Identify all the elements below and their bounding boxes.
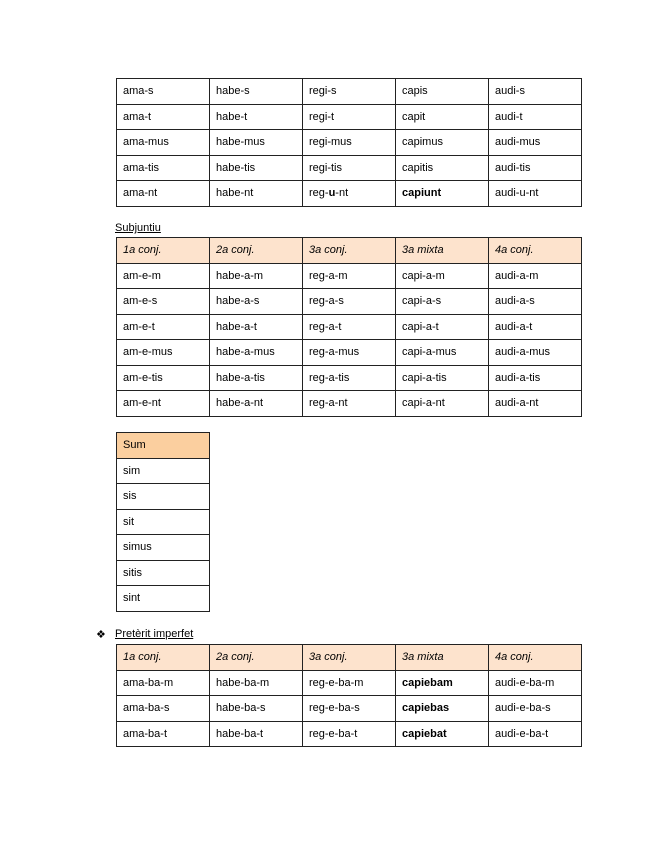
table-cell <box>396 181 489 207</box>
table-cell: ama-nt <box>117 181 210 207</box>
column-header: 4a conj. <box>489 238 582 264</box>
table-cell <box>303 181 396 207</box>
table-cell: simus <box>117 535 210 561</box>
table-cell: ama-s <box>117 79 210 105</box>
table-cell: capi-a-tis <box>396 365 489 391</box>
table-row <box>117 391 582 417</box>
table-cell: regi-tis <box>303 155 396 181</box>
table-cell: reg-e-ba-t <box>303 721 396 747</box>
table-cell <box>396 721 489 747</box>
present-indicative-table <box>116 78 582 207</box>
table-cell: am-e-mus <box>117 340 210 366</box>
table-cell: reg-a-nt <box>303 391 396 417</box>
table-cell: regi-s <box>303 79 396 105</box>
table-cell: habe-ba-s <box>210 696 303 722</box>
table-cell: am-e-tis <box>117 365 210 391</box>
table-cell: ama-ba-s <box>117 696 210 722</box>
table-cell: sitis <box>117 560 210 586</box>
table-row <box>117 104 582 130</box>
subjuntiu-heading: Subjuntiu <box>115 222 161 234</box>
table-cell: ama-t <box>117 104 210 130</box>
table-cell: habe-a-nt <box>210 391 303 417</box>
table-cell: sint <box>117 586 210 612</box>
diamond-bullet-icon: ❖ <box>96 629 106 641</box>
table-cell: sim <box>117 458 210 484</box>
table-row <box>117 696 582 722</box>
table-cell: reg-a-mus <box>303 340 396 366</box>
table-cell: habe-t <box>210 104 303 130</box>
column-header: 3a mixta <box>396 645 489 671</box>
table-cell: capit <box>396 104 489 130</box>
table-row <box>117 181 582 207</box>
table-header-row <box>117 433 210 459</box>
table-cell: reg-e-ba-s <box>303 696 396 722</box>
table-cell: audi-a-nt <box>489 391 582 417</box>
table-cell: habe-tis <box>210 155 303 181</box>
table-cell: audi-a-s <box>489 289 582 315</box>
table-cell: capitis <box>396 155 489 181</box>
table-cell: ama-tis <box>117 155 210 181</box>
table-cell: habe-a-mus <box>210 340 303 366</box>
table-row <box>117 509 210 535</box>
preterit-imperfet-heading: Pretèrit imperfet <box>115 628 194 640</box>
bold-form: capiebas <box>402 702 450 715</box>
table-cell: audi-e-ba-t <box>489 721 582 747</box>
table-cell: ama-mus <box>117 130 210 156</box>
table-header-row <box>117 645 582 671</box>
table-row <box>117 314 582 340</box>
table-cell: audi-tis <box>489 155 582 181</box>
table-cell: sis <box>117 484 210 510</box>
column-header: 4a conj. <box>489 645 582 671</box>
column-header: 3a mixta <box>396 238 489 264</box>
table-cell <box>396 696 489 722</box>
table-row <box>117 484 210 510</box>
table-cell: reg-a-t <box>303 314 396 340</box>
table-cell: regi-t <box>303 104 396 130</box>
table-cell: reg-a-s <box>303 289 396 315</box>
table-cell: am-e-nt <box>117 391 210 417</box>
table-row <box>117 458 210 484</box>
column-header: 2a conj. <box>210 645 303 671</box>
table-cell: audi-mus <box>489 130 582 156</box>
table-cell: habe-nt <box>210 181 303 207</box>
table-cell: capi-a-s <box>396 289 489 315</box>
column-header: Sum <box>117 433 210 459</box>
table-cell: audi-e-ba-s <box>489 696 582 722</box>
thematic-vowel: u <box>328 187 336 200</box>
table-row <box>117 365 582 391</box>
table-cell: reg-a-tis <box>303 365 396 391</box>
table-cell: am-e-m <box>117 263 210 289</box>
table-cell: capi-a-t <box>396 314 489 340</box>
table-row <box>117 340 582 366</box>
table-cell: capi-a-mus <box>396 340 489 366</box>
table-row <box>117 289 582 315</box>
column-header: 3a conj. <box>303 645 396 671</box>
table-cell: habe-ba-m <box>210 670 303 696</box>
bold-form: capiebam <box>402 676 453 689</box>
ending-text: -nt <box>335 187 349 200</box>
table-cell: audi-a-mus <box>489 340 582 366</box>
table-cell: audi-a-m <box>489 263 582 289</box>
table-cell: reg-e-ba-m <box>303 670 396 696</box>
table-cell: am-e-s <box>117 289 210 315</box>
stem-text: reg- <box>309 187 329 200</box>
table-cell: audi-a-t <box>489 314 582 340</box>
table-cell: capi-a-m <box>396 263 489 289</box>
table-cell: habe-a-tis <box>210 365 303 391</box>
table-cell: ama-ba-t <box>117 721 210 747</box>
sum-table <box>116 432 210 612</box>
table-cell: audi-t <box>489 104 582 130</box>
table-cell <box>396 670 489 696</box>
column-header: 2a conj. <box>210 238 303 264</box>
table-row <box>117 560 210 586</box>
preterit-imperfet-table <box>116 644 582 747</box>
table-cell: audi-a-tis <box>489 365 582 391</box>
table-cell: ama-ba-m <box>117 670 210 696</box>
table-row <box>117 263 582 289</box>
table-cell: am-e-t <box>117 314 210 340</box>
table-cell: audi-u-nt <box>489 181 582 207</box>
table-cell: habe-mus <box>210 130 303 156</box>
table-cell: habe-a-m <box>210 263 303 289</box>
table-cell: habe-a-s <box>210 289 303 315</box>
table-row <box>117 155 582 181</box>
table-row <box>117 79 582 105</box>
table-row <box>117 670 582 696</box>
table-row <box>117 586 210 612</box>
bold-form: capiunt <box>402 187 442 200</box>
column-header: 1a conj. <box>117 238 210 264</box>
table-cell: habe-ba-t <box>210 721 303 747</box>
table-cell: reg-a-m <box>303 263 396 289</box>
column-header: 1a conj. <box>117 645 210 671</box>
table-cell: audi-e-ba-m <box>489 670 582 696</box>
table-cell: capi-a-nt <box>396 391 489 417</box>
table-cell: capimus <box>396 130 489 156</box>
table-cell: capis <box>396 79 489 105</box>
table-cell: habe-a-t <box>210 314 303 340</box>
bold-form: capiebat <box>402 727 447 740</box>
subjuntiu-table <box>116 237 582 417</box>
table-cell: audi-s <box>489 79 582 105</box>
table-cell: sit <box>117 509 210 535</box>
table-row <box>117 130 582 156</box>
table-cell: regi-mus <box>303 130 396 156</box>
column-header: 3a conj. <box>303 238 396 264</box>
table-cell: habe-s <box>210 79 303 105</box>
table-header-row <box>117 238 582 264</box>
table-row <box>117 721 582 747</box>
table-row <box>117 535 210 561</box>
